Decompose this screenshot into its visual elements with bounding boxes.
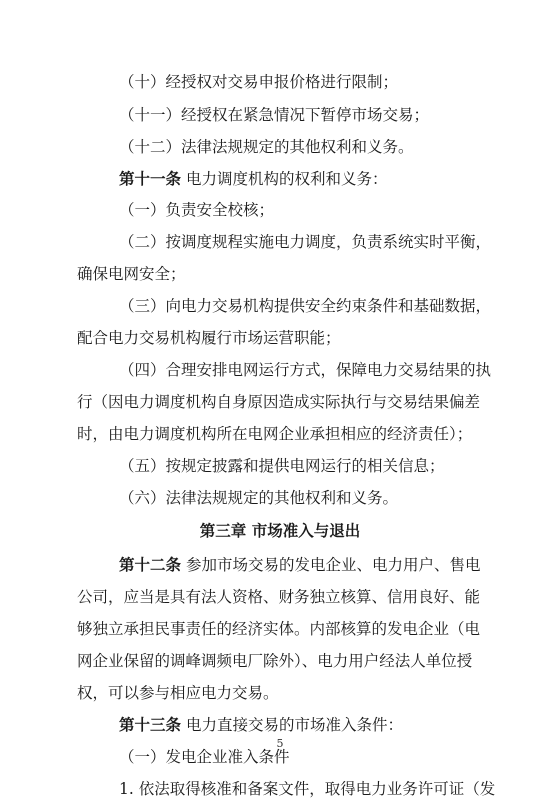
article-number: 第十二条 (119, 555, 182, 574)
article-12-heading: 第十二条 参加市场交易的发电企业、电力用户、售电 (119, 555, 481, 574)
article-12-cont-4: 权，可以参与相应电力交易。 (77, 684, 279, 702)
item-3-cont: 配合电力交易机构履行市场运营职能； (77, 329, 341, 347)
item-4-cont-1: 行（因电力调度机构自身原因造成实际执行与交易结果偏差 (77, 393, 481, 411)
item-2-cont: 确保电网安全； (77, 265, 186, 283)
article-12-cont-2: 够独立承担民事责任的经济实体。内部核算的发电企业（电 (77, 620, 481, 638)
clause-1: 1. 依法取得核准和备案文件，取得电力业务许可证（发 (119, 780, 496, 798)
article-number: 第十一条 (119, 169, 182, 188)
article-12-cont-1: 公司，应当是具有法人资格、财务独立核算、信用良好、能 (77, 588, 481, 606)
article-11-heading: 第十一条 电力调度机构的权利和义务： (119, 169, 388, 188)
item-3: （三）向电力交易机构提供安全约束条件和基础数据， (119, 297, 492, 315)
item-6: （六）法律法规规定的其他权利和义务。 (119, 489, 399, 507)
item-4: （四）合理安排电网运行方式，保障电力交易结果的执 (119, 361, 492, 379)
page-number: 5 (276, 737, 284, 750)
article-12-cont-3: 网企业保留的调峰调频电厂除外）、电力用户经法人单位授 (77, 652, 473, 670)
item-11: （十一）经授权在紧急情况下暂停市场交易； (119, 106, 430, 124)
item-1-gen: （一）发电企业准入条件 (119, 748, 290, 766)
item-2: （二）按调度规程实施电力调度，负责系统实时平衡， (119, 233, 492, 251)
article-13-heading: 第十三条 电力直接交易的市场准入条件： (119, 715, 403, 734)
item-1: （一）负责安全校核； (119, 201, 275, 219)
item-4-cont-2: 时，由电力调度机构所在电网企业承担相应的经济责任）； (77, 425, 473, 443)
chapter-heading: 第三章 市场准入与退出 (199, 521, 361, 540)
item-12: （十二）法律法规规定的其他权利和义务。 (119, 138, 414, 156)
item-10: （十）经授权对交易申报价格进行限制； (119, 73, 399, 91)
article-number: 第十三条 (119, 715, 182, 734)
item-5: （五）按规定披露和提供电网运行的相关信息； (119, 457, 445, 475)
